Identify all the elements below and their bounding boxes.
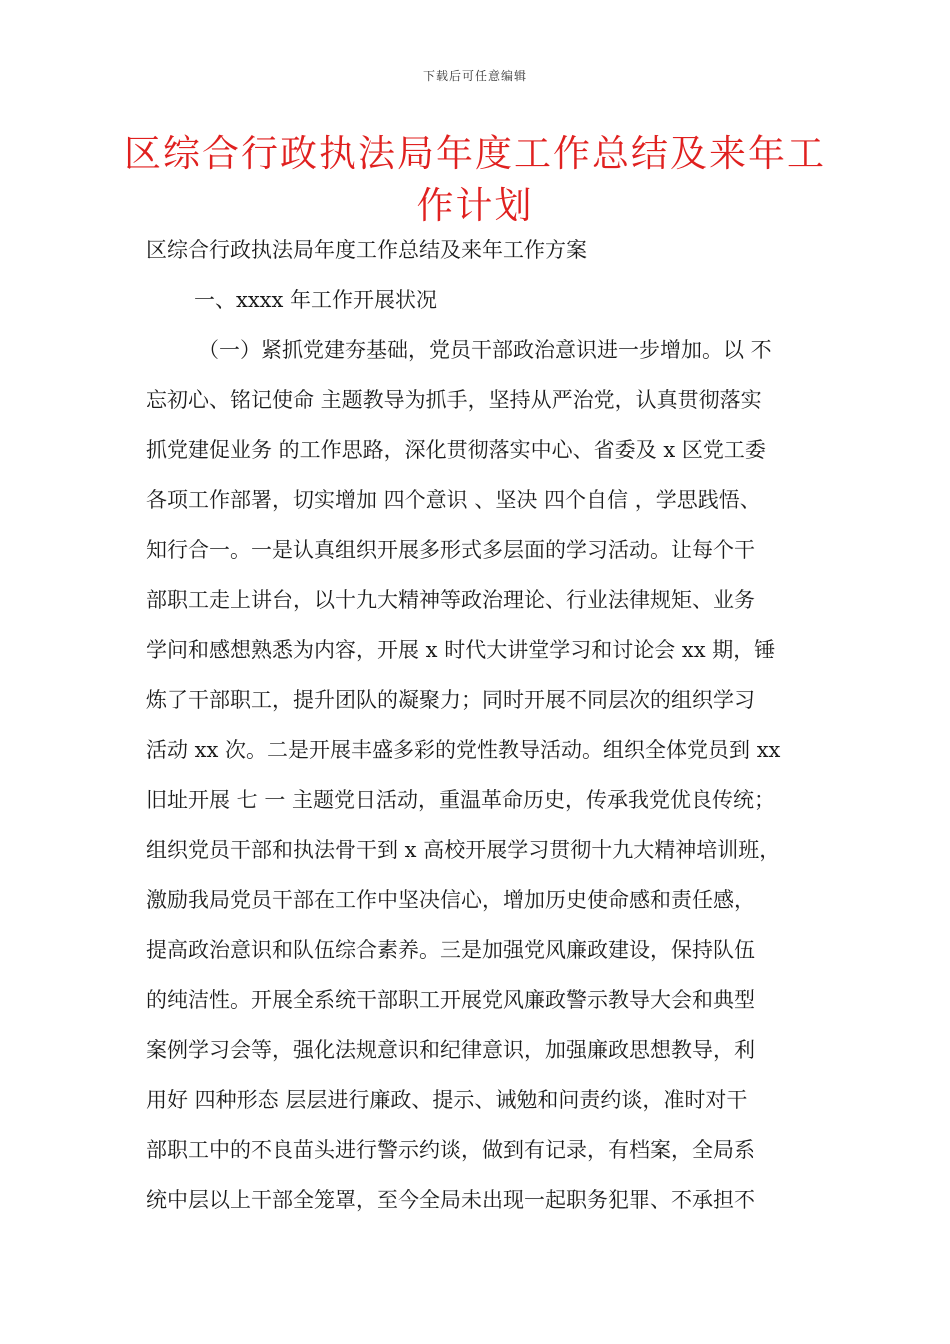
body-line: （一）紧抓党建夯基础，党员干部政治意识进一步增加。以 不 — [198, 338, 772, 362]
body-line: 提高政治意识和队伍综合素养。三是加强党风廉政建设，保持队伍 — [146, 938, 755, 962]
document-title — [120, 128, 830, 232]
body-line: 知行合一。一是认真组织开展多形式多层面的学习活动。让每个干 — [146, 538, 755, 562]
document-title-line-1: 区综合行政执法局年度工作总结及来年工 — [124, 132, 826, 175]
body-line: 部职工走上讲台，以十九大精神等政治理论、行业法律规矩、业务 — [146, 588, 755, 612]
body-line: 组织党员干部和执法骨干到 x 高校开展学习贯彻十九大精神培训班， — [146, 838, 781, 862]
body-line: 案例学习会等，强化法规意识和纪律意识，加强廉政思想教导，利 — [146, 1038, 755, 1062]
body-line: 各项工作部署，切实增加 四个意识 、坚决 四个自信 ，学思践悟、 — [146, 488, 761, 512]
body-line: 部职工中的不良苗头进行警示约谈，做到有记录，有档案，全局系 — [146, 1138, 755, 1162]
body-line: 炼了干部职工，提升团队的凝聚力；同时开展不同层次的组织学习 — [146, 688, 755, 712]
page-header-note: 下载后可任意编辑 — [422, 69, 527, 83]
body-line: 激励我局党员干部在工作中坚决信心，增加历史使命感和责任感， — [146, 888, 755, 912]
body-line: 统中层以上干部全笼罩，至今全局未出现一起职务犯罪、不承担不 — [146, 1188, 755, 1212]
body-line: 忘初心、铭记使命 主题教导为抓手，坚持从严治党，认真贯彻落实 — [146, 388, 762, 412]
document-title-line-2: 作计划 — [416, 184, 534, 227]
body-line: 用好 四种形态 层层进行廉政、提示、诫勉和问责约谈，准时对干 — [146, 1088, 748, 1112]
body-paragraph — [146, 335, 846, 1235]
body-line: 学问和感想熟悉为内容，开展 x 时代大讲堂学习和讨论会 xx 期，锤 — [146, 638, 776, 662]
body-line: 旧址开展 七 一 主题党日活动，重温革命历史，传承我党优良传统； — [146, 788, 776, 812]
document-subtitle: 区综合行政执法局年度工作总结及来年工作方案 — [146, 238, 587, 262]
body-line: 的纯洁性。开展全系统干部职工开展党风廉政警示教导大会和典型 — [146, 988, 755, 1012]
body-line: 活动 xx 次。二是开展丰盛多彩的党性教导活动。组织全体党员到 xx — [146, 738, 781, 762]
section-heading: 一、xxxx 年工作开展状况 — [194, 288, 438, 312]
body-line: 抓党建促业务 的工作思路，深化贯彻落实中心、省委及 x 区党工委 — [146, 438, 766, 462]
